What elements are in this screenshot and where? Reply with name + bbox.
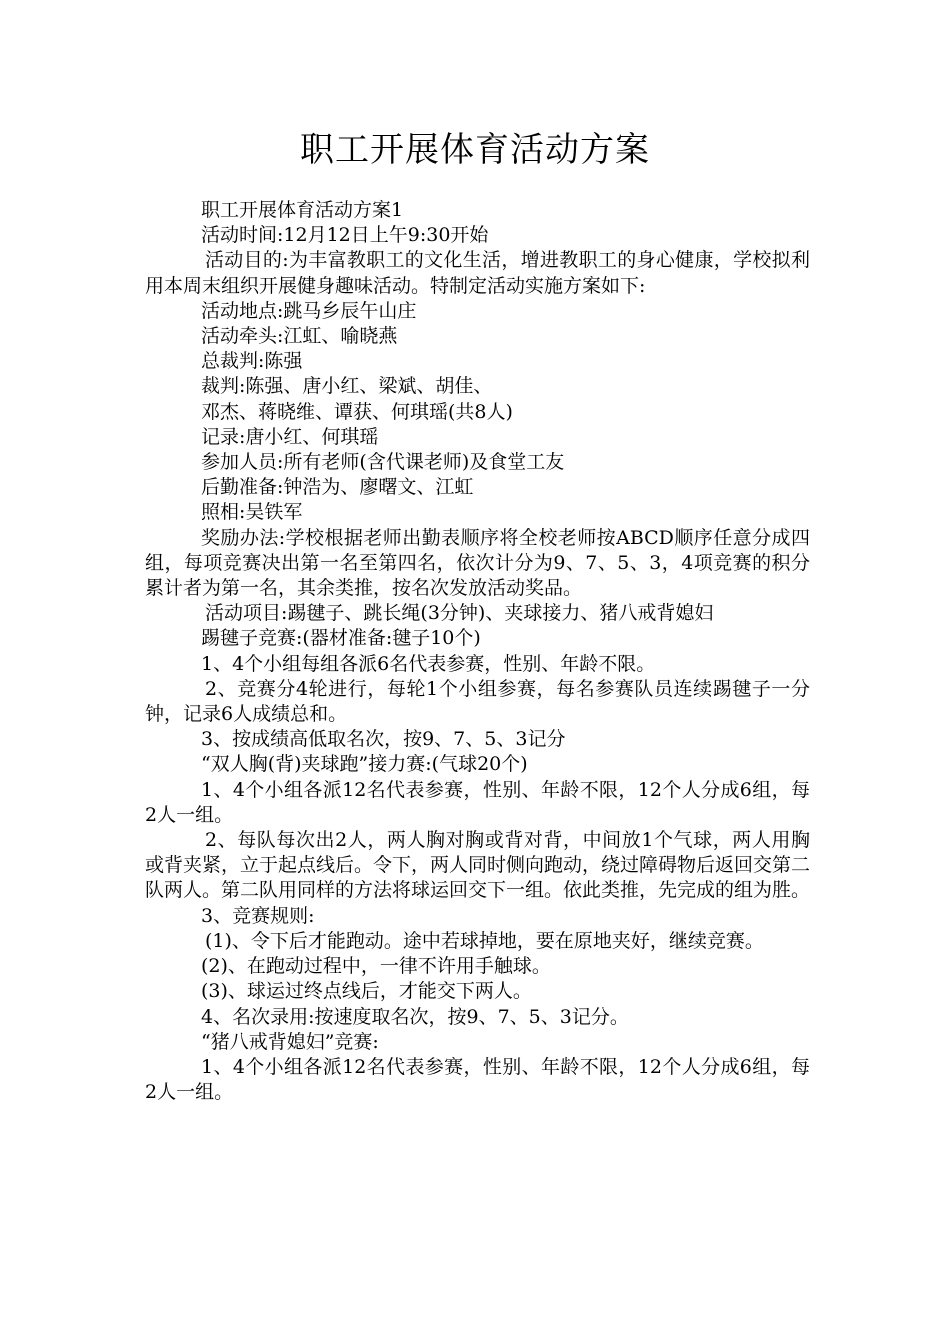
paragraph-shuttlecock-rule-1: 1、4个小组每组各派6名代表参赛，性别、年龄不限。 — [201, 652, 656, 675]
paragraph-shuttlecock-rule-2: 2、竞赛分4轮进行，每轮1个小组参赛，每名参赛队员连续踢毽子一分钟，记录6人成绩总和。 — [145, 677, 810, 726]
paragraph-shuttlecock-rule-3: 3、按成绩高低取名次，按9、7、5、3记分 — [201, 728, 566, 751]
paragraph-activity-items: 活动项目:踢毽子、跳长绳(3分钟)、夹球接力、猪八戒背媳妇 — [205, 602, 714, 625]
paragraph-photography: 照相:吴铁军 — [201, 501, 303, 524]
document-title: 职工开展体育活动方案 — [300, 130, 650, 170]
paragraph-section-heading: 职工开展体育活动方案1 — [201, 199, 404, 221]
paragraph-referees-continued: 邓杰、蒋晓维、谭获、何琪瑶(共8人) — [201, 400, 513, 423]
paragraph-activity-time: 活动时间:12月12日上午9:30开始 — [201, 224, 489, 247]
paragraph-piggyback-heading: “猪八戒背媳妇”竞赛: — [201, 1030, 379, 1053]
paragraph-balloon-relay-rule-4: 4、名次录用:按速度取名次，按9、7、5、3记分。 — [201, 1005, 629, 1028]
document-body — [145, 198, 810, 1105]
paragraph-logistics: 后勤准备:钟浩为、廖曙文、江虹 — [201, 476, 474, 499]
paragraph-balloon-relay-rule-3: 3、竞赛规则: — [201, 904, 315, 927]
paragraph-balloon-relay-rule-2: 2、每队每次出2人，两人胸对胸或背对背，中间放1个气球，两人用胸或背夹紧，立于起点线后。令下，两人同时侧向跑动，绕过障碍物后返回交第二队两人。第二队用同样的方法将球运回交下一组。依此类推，先完成的组为胜。 — [145, 829, 811, 902]
paragraph-participants: 参加人员:所有老师(含代课老师)及食堂工友 — [201, 451, 565, 474]
paragraph-activity-lead: 活动牵头:江虹、喻晓燕 — [201, 325, 398, 348]
paragraph-balloon-relay-heading: “双人胸(背)夹球跑”接力赛:(气球20个) — [201, 753, 528, 776]
paragraph-balloon-relay-subrule-2: (2)、在跑动过程中，一律不许用手触球。 — [201, 955, 551, 978]
paragraph-balloon-relay-subrule-1: (1)、令下后才能跑动。途中若球掉地，要在原地夹好，继续竞赛。 — [205, 929, 764, 952]
paragraph-rewards: 奖励办法:学校根据老师出勤表顺序将全校老师按ABCD顺序任意分成四组，每项竞赛决出第一名至第四名，依次计分为9、7、5、3，4项竞赛的积分累计者为第一名，其余类推，按名次发放活动奖品。 — [145, 526, 810, 600]
paragraph-balloon-relay-subrule-3: (3)、球运过终点线后，才能交下两人。 — [201, 980, 532, 1003]
paragraph-activity-location: 活动地点:跳马乡辰午山庄 — [201, 299, 417, 322]
paragraph-recorders: 记录:唐小红、何琪瑶 — [201, 425, 379, 448]
paragraph-chief-referee: 总裁判:陈强 — [201, 350, 303, 373]
paragraph-balloon-relay-rule-1: 1、4个小组各派12名代表参赛，性别、年龄不限，12个人分成6组，每2人一组。 — [145, 778, 810, 826]
paragraph-referees: 裁判:陈强、唐小红、梁斌、胡佳、 — [201, 375, 493, 398]
paragraph-shuttlecock-heading: 踢毽子竞赛:(器材准备:毽子10个) — [201, 627, 481, 650]
paragraph-piggyback-rule-1: 1、4个小组各派12名代表参赛，性别、年龄不限，12个人分成6组，每2人一组。 — [145, 1055, 810, 1104]
paragraph-activity-purpose: 活动目的:为丰富教职工的文化生活，增进教职工的身心健康，学校拟利用本周末组织开展健身趣味活动。特制定活动实施方案如下: — [145, 249, 810, 297]
